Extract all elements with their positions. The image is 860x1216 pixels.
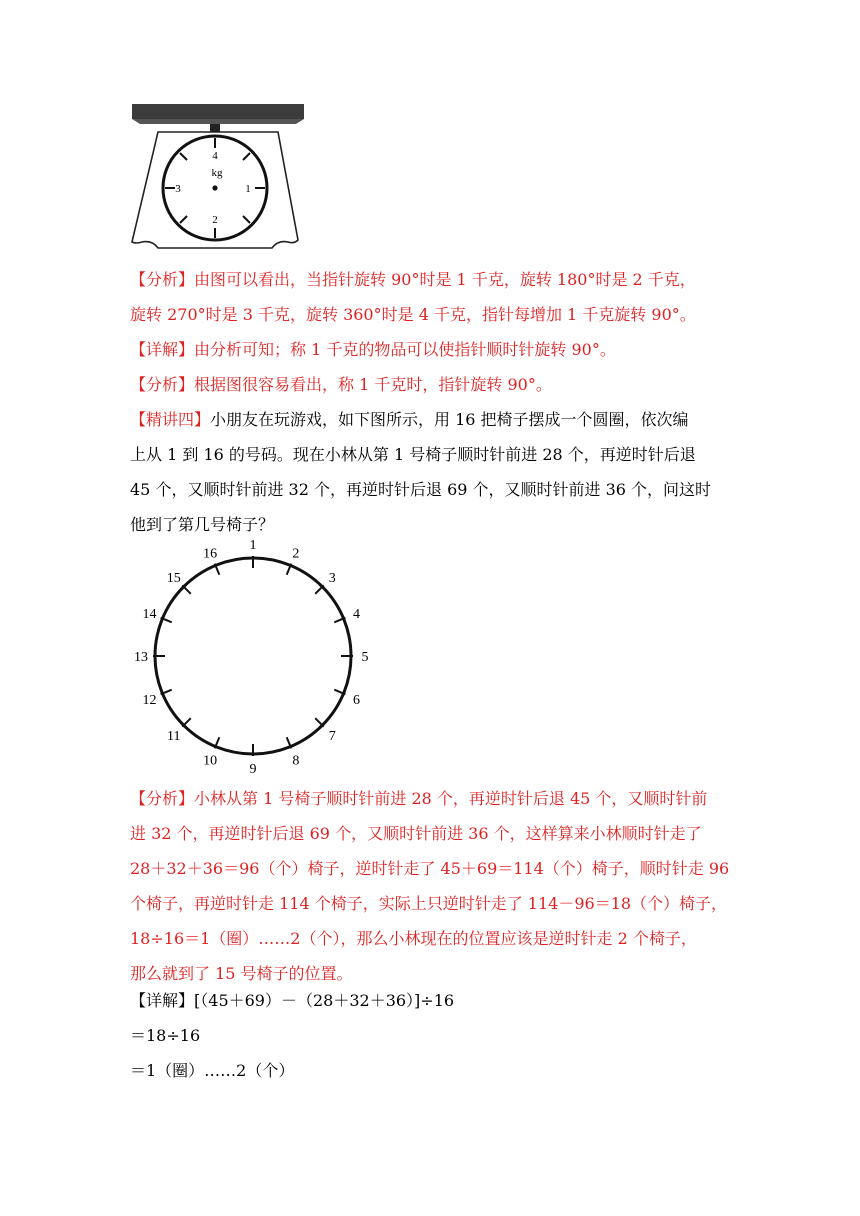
- analysis-tag: 【分析】: [130, 375, 195, 394]
- chair-tick: [182, 585, 190, 593]
- problem-text-line: 45 个，又顺时针前进 32 个，再逆时针后退 69 个，又顺时针前进 36 个，问这时: [130, 480, 712, 499]
- chair-label-2: 2: [292, 546, 300, 562]
- chair-label-16: 16: [203, 546, 218, 562]
- dial-number-2: 2: [212, 214, 218, 226]
- chair-labels: [134, 538, 369, 776]
- chair-label-10: 10: [203, 753, 218, 769]
- chair-circle-figure: [128, 538, 378, 776]
- chair-label-12: 12: [142, 692, 157, 708]
- analysis-text-line: 由图可以看出，当指针旋转 90°时是 1 千克，旋转 180°时是 2 千克，: [194, 270, 696, 289]
- chair-label-1: 1: [249, 538, 257, 553]
- chair-label-9: 9: [249, 762, 257, 776]
- scale-stem: [210, 124, 220, 132]
- chair-tick: [315, 585, 323, 593]
- problem-tag: 【精讲四】: [130, 410, 211, 429]
- chair-label-11: 11: [167, 729, 181, 745]
- analysis-tag: 【分析】: [130, 270, 195, 289]
- chair-label-15: 15: [166, 570, 181, 586]
- detail-block-2: [130, 983, 740, 1088]
- analysis-text-line: 个椅子，再逆时针走 114 个椅子，实际上只逆时针走了 114－96＝18（个）椅子，: [130, 894, 728, 913]
- detail-formula-line: [（45＋69）－（28＋32＋36）]÷16: [194, 991, 455, 1010]
- detail-formula-line: ＝18÷16: [130, 1026, 201, 1045]
- dial-unit-label: kg: [211, 167, 223, 179]
- problem-text-line: 上从 1 到 16 的号码。现在小林从第 1 号椅子顺时针前进 28 个，再逆时针后退: [130, 445, 696, 464]
- analysis-text-line: 28＋32＋36＝96（个）椅子，逆时针走了 45＋69＝114（个）椅子，顺时针走 96: [130, 859, 730, 878]
- dial-number-3: 3: [175, 183, 181, 195]
- chair-label-5: 5: [361, 650, 369, 665]
- analysis-text-line: 进 32 个，再逆时针后退 69 个，又顺时针前进 36 个，这样算来小林顺时针走了: [130, 824, 702, 843]
- analysis-tag: 【分析】: [130, 789, 195, 808]
- chair-label-13: 13: [134, 650, 148, 665]
- detail-tag: 【详解】: [130, 340, 195, 359]
- problem-block: [130, 402, 740, 542]
- problem-text-line: 他到了第几号椅子？: [130, 515, 275, 534]
- analysis-text-line: 18÷16＝1（圈）……2（个），那么小林现在的位置应该是逆时针走 2 个椅子，: [130, 929, 697, 948]
- chair-ticks: [153, 556, 353, 756]
- analysis-text: 根据图很容易看出，称 1 千克时，指针旋转 90°。: [194, 375, 552, 394]
- detail-tag: 【详解】: [130, 991, 195, 1010]
- kitchen-scale-figure: [128, 102, 308, 260]
- problem-text-line: 小朋友在玩游戏，如下图所示，用 16 把椅子摆成一个圆圈，依次编: [210, 410, 689, 429]
- chair-label-6: 6: [352, 692, 360, 708]
- detail-text: 由分析可知；称 1 千克的物品可以使指针顺时针旋转 90°。: [194, 340, 616, 359]
- chair-label-3: 3: [328, 570, 336, 586]
- scale-platform-rim: [132, 119, 304, 124]
- chair-label-4: 4: [352, 607, 360, 623]
- analysis-block-3: [130, 781, 740, 991]
- dial-center-dot: [212, 185, 217, 190]
- chair-label-7: 7: [328, 729, 336, 745]
- chair-label-14: 14: [142, 607, 157, 623]
- detail-block-1: [130, 332, 740, 367]
- dial-number-4: 4: [212, 150, 218, 162]
- chair-tick: [182, 718, 190, 726]
- chair-label-8: 8: [292, 753, 300, 769]
- detail-formula-line: ＝1（圈）……2（个）: [130, 1061, 295, 1080]
- analysis-text-line: 小林从第 1 号椅子顺时针前进 28 个，再逆时针后退 45 个，又顺时针前: [194, 789, 708, 808]
- analysis-text-line: 旋转 270°时是 3 千克，旋转 360°时是 4 千克，指针每增加 1 千克旋转 90°。: [130, 305, 696, 324]
- scale-platform: [132, 104, 304, 119]
- chair-tick: [315, 718, 323, 726]
- analysis-block-2: [130, 367, 740, 402]
- analysis-text-line: 那么就到了 15 号椅子的位置。: [130, 964, 353, 983]
- dial-number-1: 1: [245, 183, 251, 195]
- analysis-block-1: [130, 262, 740, 332]
